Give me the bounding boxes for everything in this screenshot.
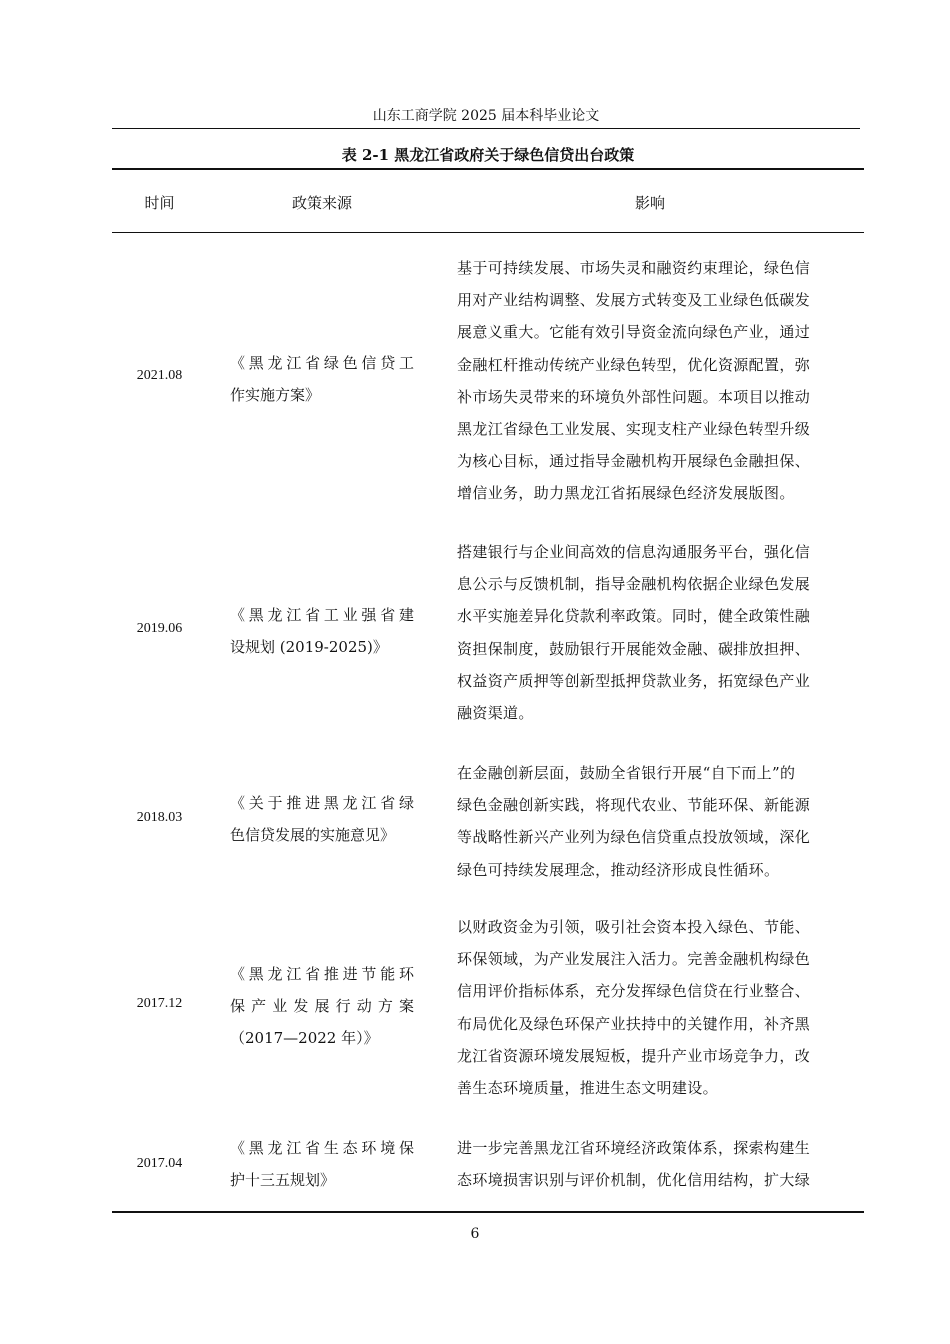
- impact-line: 展意义重大。它能有效引导资金流向绿色产业，通过: [457, 323, 811, 342]
- table-row: [112, 250, 864, 510]
- column-header-source: 政策来源: [291, 194, 352, 212]
- source-line: 《关于推进黑龙江省绿: [230, 794, 414, 812]
- row-source: [230, 787, 414, 851]
- impact-line: 为核心目标，通过指导金融机构开展绿色金融担保、: [457, 452, 811, 471]
- impact-line: 以财政资金为引领，吸引社会资本投入绿色、节能、: [457, 918, 811, 936]
- impact-line: 龙江省资源环境发展短板，提升产业市场竞争力，改: [457, 1046, 811, 1065]
- impact-line: 黑龙江省绿色工业发展、实现支柱产业绿色转型升级: [457, 420, 811, 439]
- impact-line: 补市场失灵带来的环境负外部性问题。本项目以推动: [457, 387, 811, 406]
- column-header-impact: 影响: [634, 194, 665, 212]
- source-line: 《黑龙江省工业强省建: [230, 606, 414, 624]
- row-impact: [457, 536, 843, 729]
- impact-line: 权益资产质押等创新型抵押贷款业务，拓宽绿色产业: [457, 671, 811, 690]
- impact-line: 布局优化及绿色环保产业扶持中的关键作用，补齐黑: [457, 1014, 811, 1033]
- impact-line: 态环境损害识别与评价机制，优化信用结构，扩大绿: [457, 1171, 811, 1190]
- source-line: 作实施方案》: [230, 386, 321, 404]
- source-line: （2017—2022 年）》: [230, 1029, 379, 1047]
- source-line: 护十三五规划》: [230, 1171, 336, 1189]
- impact-line: 在金融创新层面，鼓励全省银行开展“自下而上”的: [457, 764, 796, 782]
- row-source: [230, 599, 414, 663]
- impact-line: 融资渠道。: [457, 704, 534, 723]
- impact-line: 绿色可持续发展理念，推动经济形成良性循环。: [457, 860, 780, 879]
- impact-line: 环保领域，为产业发展注入活力。完善金融机构绿色: [457, 950, 811, 969]
- table-row: [112, 910, 864, 1110]
- source-line: 《黑龙江省生态环境保: [230, 1139, 414, 1157]
- running-header: 山东工商学院 2025 届本科毕业论文: [112, 104, 860, 129]
- row-source: [230, 958, 414, 1054]
- table-row: [112, 753, 864, 893]
- impact-line: 进一步完善黑龙江省环境经济政策体系，探索构建生: [457, 1139, 811, 1157]
- impact-line: 增信业务，助力黑龙江省拓展绿色经济发展版图。: [457, 484, 795, 503]
- source-line: 《黑龙江省推进节能环: [230, 965, 414, 983]
- row-source: [230, 1132, 414, 1196]
- source-line: 设规划 (2019-2025)》: [230, 638, 388, 656]
- impact-line: 息公示与反馈机制，指导金融机构依据企业绿色发展: [457, 575, 811, 594]
- page-number: 6: [470, 1226, 480, 1242]
- table-caption: 表 2-1 黑龙江省政府关于绿色信贷出台政策: [341, 146, 635, 164]
- policy-table: [112, 168, 864, 1213]
- table-header-row: [112, 170, 864, 233]
- impact-line: 等战略性新兴产业列为绿色信贷重点投放领域，深化: [457, 828, 811, 847]
- column-header-time: 时间: [144, 194, 175, 212]
- row-date: 2021.08: [136, 368, 183, 383]
- impact-line: 搭建银行与企业间高效的信息沟通服务平台，强化信: [457, 543, 811, 561]
- impact-line: 用对产业结构调整、发展方式转变及工业绿色低碳发: [457, 291, 811, 310]
- impact-line: 基于可持续发展、市场失灵和融资约束理论，绿色信: [457, 259, 811, 277]
- table-row: [112, 526, 864, 726]
- row-impact: [457, 757, 843, 886]
- impact-line: 金融杠杆推动传统产业绿色转型，优化资源配置，弥: [457, 355, 811, 374]
- row-source: [230, 347, 414, 411]
- row-date: 2017.04: [136, 1156, 183, 1171]
- source-line: 《黑龙江省绿色信贷工: [230, 354, 414, 372]
- impact-line: 信用评价指标体系，充分发挥绿色信贷在行业整合、: [457, 982, 811, 1001]
- impact-line: 绿色金融创新实践，将现代农业、节能环保、新能源: [457, 796, 811, 815]
- row-date: 2019.06: [136, 621, 183, 636]
- row-impact: [457, 1132, 843, 1196]
- row-impact: [457, 911, 843, 1104]
- source-line: 色信贷发展的实施意见》: [230, 826, 396, 844]
- row-date: 2018.03: [136, 810, 183, 825]
- row-impact: [457, 252, 843, 510]
- source-line: 保产业发展行动方案: [230, 997, 414, 1015]
- impact-line: 水平实施差异化贷款利率政策。同时，健全政策性融: [457, 607, 811, 626]
- table-row: [112, 1130, 864, 1206]
- impact-line: 资担保制度，鼓励银行开展能效金融、碳排放担押、: [457, 639, 811, 658]
- row-date: 2017.12: [136, 996, 183, 1011]
- impact-line: 善生态环境质量，推进生态文明建设。: [457, 1079, 718, 1098]
